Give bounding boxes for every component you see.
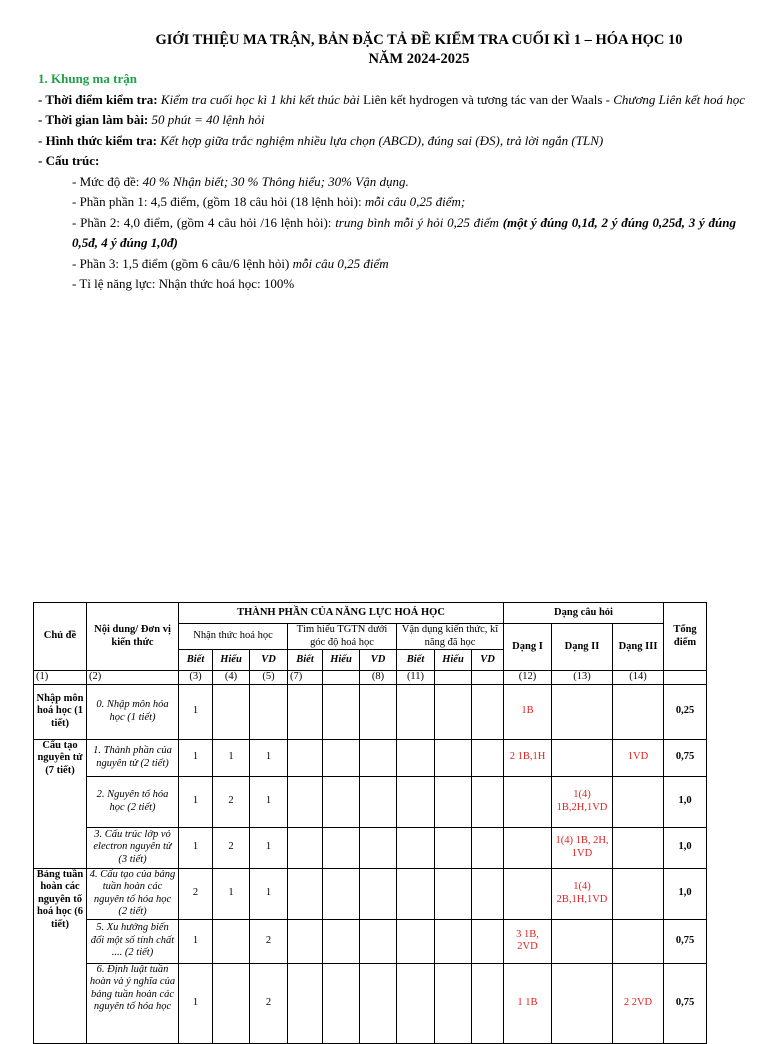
count-vd: 2 <box>250 963 288 1043</box>
column-number: (13) <box>552 671 613 685</box>
part2-italic: trung bình mỗi ý hỏi 0,25 điểm <box>335 214 499 230</box>
sub-header: Hiểu <box>323 650 360 671</box>
header-d2: Dạng II <box>552 624 613 671</box>
column-number: (11) <box>397 671 435 685</box>
empty-cell <box>360 684 397 739</box>
column-number <box>323 671 360 685</box>
header-total: Tổng điểm <box>664 603 707 671</box>
sub-header: Biết <box>397 650 435 671</box>
count-biet: 1 <box>179 776 213 827</box>
total-cell: 1,0 <box>664 827 707 868</box>
total-cell: 0,75 <box>664 963 707 1043</box>
part1-line <box>38 192 745 213</box>
section-1 <box>38 69 745 295</box>
empty-cell <box>288 739 323 776</box>
type-i-cell <box>504 776 552 827</box>
format-value: Kết hợp giữa trắc nghiệm nhiều lựa chọn (ABCD), đúng sai (ĐS), trả lời ngắn (TLN) <box>160 132 604 148</box>
sub-header: Biết <box>288 650 323 671</box>
empty-cell <box>323 776 360 827</box>
count-hieu: 1 <box>213 739 250 776</box>
count-vd <box>250 684 288 739</box>
empty-cell <box>435 776 472 827</box>
table-row <box>34 739 707 776</box>
level-line <box>38 172 745 193</box>
sub-header: VD <box>250 650 288 671</box>
empty-cell <box>397 963 435 1043</box>
empty-cell <box>472 868 504 919</box>
empty-cell <box>435 919 472 963</box>
count-hieu <box>213 684 250 739</box>
part1-italic: mỗi câu 0,25 điểm; <box>364 194 466 209</box>
content-cell: 4. Cấu tạo của bảng tuần hoàn các nguyên tố hóa học (2 tiết) <box>87 868 179 919</box>
ratio-line: - Tỉ lệ năng lực: Nhận thức hoá học: 100% <box>72 276 295 291</box>
content-cell: 6. Định luật tuần hoàn và ý nghĩa của bảng tuần hoàn các nguyên tố hóa học <box>87 963 179 1043</box>
type-iii-cell <box>613 919 664 963</box>
table-row <box>34 868 707 919</box>
count-biet: 1 <box>179 963 213 1043</box>
total-cell: 1,0 <box>664 868 707 919</box>
empty-cell <box>360 963 397 1043</box>
count-biet: 1 <box>179 919 213 963</box>
type-iii-cell: 1VD <box>613 739 664 776</box>
table-row <box>34 776 707 827</box>
format-line <box>38 131 745 152</box>
empty-cell <box>288 776 323 827</box>
type-i-cell <box>504 868 552 919</box>
column-number: (1) <box>34 671 87 685</box>
type-i-cell: 1 1B <box>504 963 552 1043</box>
count-hieu <box>213 919 250 963</box>
type-i-cell <box>504 827 552 868</box>
type-i-cell: 2 1B,1H <box>504 739 552 776</box>
count-hieu: 2 <box>213 776 250 827</box>
duration-line <box>38 110 745 131</box>
type-i-cell: 3 1B, 2VD <box>504 919 552 963</box>
empty-cell <box>288 827 323 868</box>
column-number <box>664 671 707 685</box>
empty-cell <box>360 919 397 963</box>
empty-cell <box>288 684 323 739</box>
duration-label: - Thời gian làm bài: <box>38 112 149 127</box>
count-vd: 1 <box>250 739 288 776</box>
empty-cell <box>397 776 435 827</box>
sub-header: Biết <box>179 650 213 671</box>
table-row <box>34 684 707 739</box>
header-content: Nội dung/ Đơn vị kiến thức <box>87 603 179 671</box>
part3-italic: mỗi câu 0,25 điểm <box>292 255 389 271</box>
count-hieu: 2 <box>213 827 250 868</box>
empty-cell <box>472 739 504 776</box>
content-cell: 0. Nhập môn hóa học (1 tiết) <box>87 684 179 739</box>
type-ii-cell <box>552 963 613 1043</box>
empty-cell <box>472 963 504 1043</box>
total-cell: 0,75 <box>664 739 707 776</box>
content-cell: 2. Nguyên tố hóa học (2 tiết) <box>87 776 179 827</box>
type-iii-cell <box>613 684 664 739</box>
title-line-2: NĂM 2024-2025 <box>368 51 470 67</box>
empty-cell <box>360 739 397 776</box>
duration-value: 50 phút = 40 lệnh hỏi <box>151 112 265 127</box>
topic-cell: Cấu tạo nguyên tử (7 tiết) <box>34 739 87 868</box>
empty-cell <box>397 868 435 919</box>
type-iii-cell: 2 2VD <box>613 963 664 1043</box>
part2-bold: (một ý đúng 0,1đ, 2 ý đúng 0,25đ, 3 ý đúng 0,5đ, 4 ý đúng 1,0đ) <box>72 214 737 250</box>
count-vd: 1 <box>250 827 288 868</box>
column-number: (12) <box>504 671 552 685</box>
sub-header: Hiểu <box>213 650 250 671</box>
column-number <box>472 671 504 685</box>
column-number <box>435 671 472 685</box>
empty-cell <box>435 739 472 776</box>
column-number: (14) <box>613 671 664 685</box>
empty-cell <box>435 684 472 739</box>
empty-cell <box>323 827 360 868</box>
time-point-label: - Thời điểm kiểm tra: <box>38 91 158 107</box>
column-number: (8) <box>360 671 397 685</box>
time-point-italic2: Chương Liên kết hoá học <box>613 91 745 107</box>
empty-cell <box>323 919 360 963</box>
column-number: (5) <box>250 671 288 685</box>
level-label: - Mức độ đề: <box>72 173 140 189</box>
time-point-line <box>38 90 745 111</box>
empty-cell <box>472 919 504 963</box>
empty-cell <box>323 684 360 739</box>
type-iii-cell <box>613 868 664 919</box>
type-ii-cell <box>552 684 613 739</box>
column-number: (4) <box>213 671 250 685</box>
sub-header: Hiểu <box>435 650 472 671</box>
time-point-plain: Liên kết hydrogen và tương tác van der Waals - <box>363 91 610 107</box>
header-th: Tìm hiểu TGTN dưới góc độ hoá học <box>288 624 397 650</box>
empty-cell <box>472 827 504 868</box>
type-iii-cell <box>613 827 664 868</box>
empty-cell <box>360 776 397 827</box>
table-row <box>34 827 707 868</box>
header-question-type: Dạng câu hỏi <box>504 603 664 624</box>
part3-line <box>38 254 745 275</box>
empty-cell <box>323 963 360 1043</box>
sub-header: VD <box>472 650 504 671</box>
count-vd: 1 <box>250 776 288 827</box>
count-biet: 1 <box>179 827 213 868</box>
empty-cell <box>435 868 472 919</box>
title-line-1: GIỚI THIỆU MA TRẬN, BẢN ĐẶC TẢ ĐỀ KIỂM TRA CUỐI KÌ 1 – HÓA HỌC 10 <box>155 32 683 48</box>
table-row <box>34 919 707 963</box>
column-number: (2) <box>87 671 179 685</box>
type-ii-cell: 1(4) 1B, 2H, 1VD <box>552 827 613 868</box>
empty-cell <box>360 827 397 868</box>
count-hieu <box>213 963 250 1043</box>
type-ii-cell: 1(4) 2B,1H,1VD <box>552 868 613 919</box>
column-number: (3) <box>179 671 213 685</box>
count-biet: 1 <box>179 739 213 776</box>
empty-cell <box>472 776 504 827</box>
type-ii-cell: 1(4) 1B,2H,1VD <box>552 776 613 827</box>
part1-text: - Phần phần 1: 4,5 điểm, (gồm 18 câu hỏi (18 lệnh hỏi): <box>72 194 362 209</box>
total-cell: 0,75 <box>664 919 707 963</box>
total-cell: 1,0 <box>664 776 707 827</box>
sub-header: VD <box>360 650 397 671</box>
type-ii-cell <box>552 919 613 963</box>
empty-cell <box>397 739 435 776</box>
content-cell: 3. Cấu trúc lớp vỏ electron nguyên tử (3 tiết) <box>87 827 179 868</box>
empty-cell <box>472 684 504 739</box>
count-biet: 1 <box>179 684 213 739</box>
level-value: 40 % Nhận biết; 30 % Thông hiểu; 30% Vận dụng. <box>142 173 409 189</box>
type-iii-cell <box>613 776 664 827</box>
empty-cell <box>288 963 323 1043</box>
table-row <box>34 963 707 1043</box>
count-vd: 1 <box>250 868 288 919</box>
format-label: - Hình thức kiểm tra: <box>38 132 158 148</box>
header-d3: Dạng III <box>613 624 664 671</box>
empty-cell <box>323 739 360 776</box>
section-heading: 1. Khung ma trận <box>38 71 137 86</box>
count-hieu: 1 <box>213 868 250 919</box>
header-vd: Vận dụng kiến thức, kĩ năng đã học <box>397 624 504 650</box>
topic-cell: Nhập môn hoá học (1 tiết) <box>34 684 87 739</box>
matrix-table <box>33 602 707 1044</box>
empty-cell <box>397 684 435 739</box>
type-i-cell: 1B <box>504 684 552 739</box>
total-cell: 0,25 <box>664 684 707 739</box>
header-competency: THÀNH PHẦN CỦA NĂNG LỰC HOÁ HỌC <box>179 603 504 624</box>
structure-label: - Cấu trúc: <box>38 153 100 168</box>
empty-cell <box>435 963 472 1043</box>
empty-cell <box>397 827 435 868</box>
part2-line <box>38 213 736 254</box>
content-cell: 5. Xu hướng biến đổi một số tính chất .... (2 tiết) <box>87 919 179 963</box>
header-nt: Nhận thức hoá học <box>179 624 288 650</box>
count-biet: 2 <box>179 868 213 919</box>
part3-text: - Phần 3: 1,5 điểm (gồm 6 câu/6 lệnh hỏi) <box>72 255 290 271</box>
header-d1: Dạng I <box>504 624 552 671</box>
empty-cell <box>323 868 360 919</box>
empty-cell <box>360 868 397 919</box>
empty-cell <box>288 919 323 963</box>
content-cell: 1. Thành phần của nguyên tử (2 tiết) <box>87 739 179 776</box>
column-number: (7) <box>288 671 323 685</box>
header-topic: Chủ đề <box>34 603 87 671</box>
count-vd: 2 <box>250 919 288 963</box>
empty-cell <box>288 868 323 919</box>
document-title <box>0 31 768 69</box>
empty-cell <box>435 827 472 868</box>
type-ii-cell <box>552 739 613 776</box>
part2-text: - Phần 2: 4,0 điểm, (gồm 4 câu hỏi /16 lệnh hỏi): <box>72 214 332 230</box>
time-point-italic: Kiểm tra cuối học kì 1 khi kết thúc bài <box>160 91 360 107</box>
empty-cell <box>397 919 435 963</box>
topic-cell: Bảng tuần hoàn các nguyên tố hoá học (6 tiết) <box>34 868 87 1043</box>
